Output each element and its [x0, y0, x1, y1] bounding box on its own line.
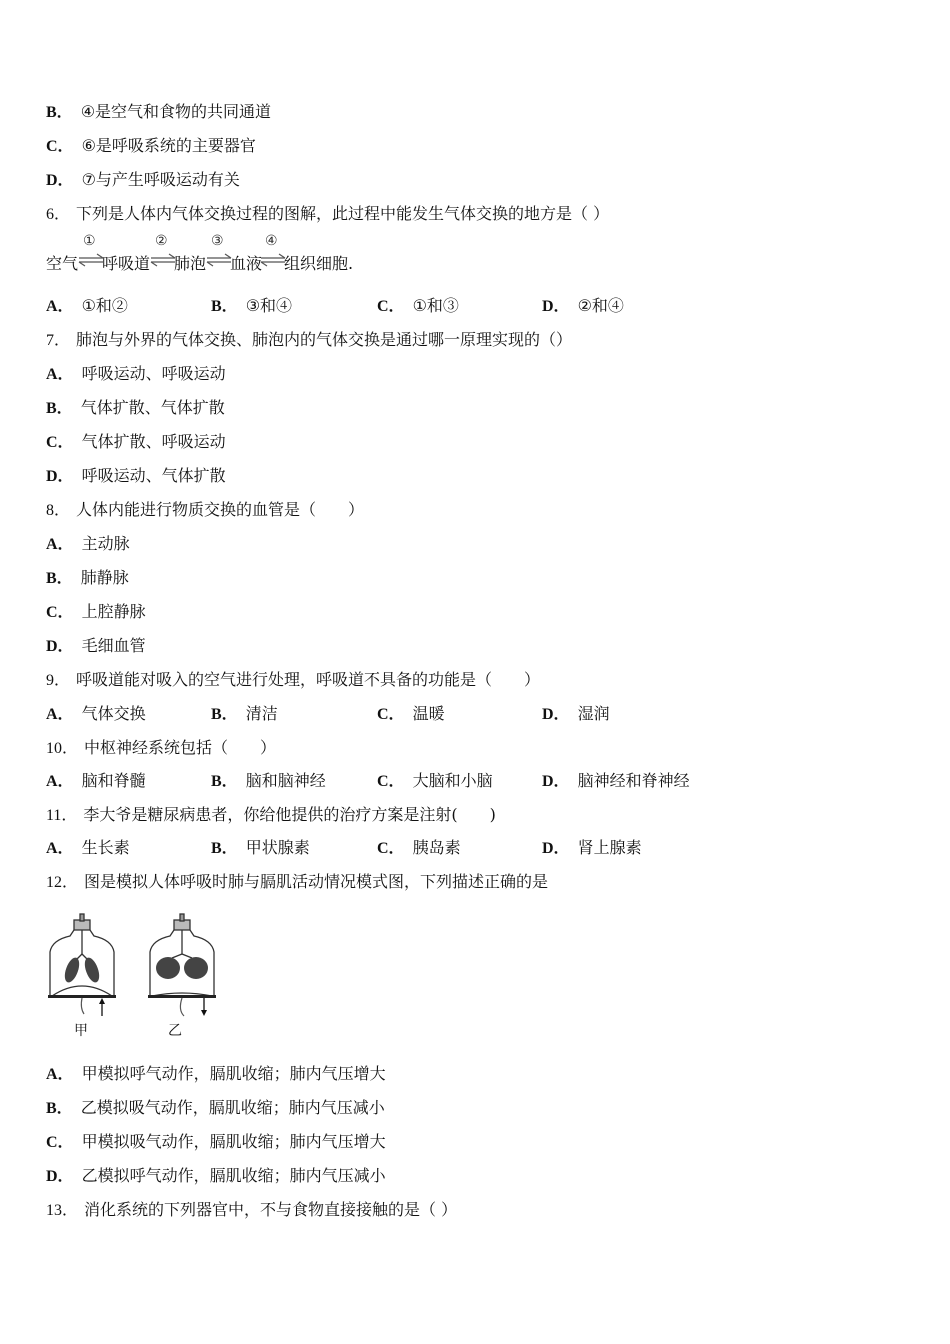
breathing-model-figure [46, 912, 236, 1042]
option-text: 毛细血管 [81, 636, 146, 655]
figure-caption-jia: 甲 [74, 1023, 88, 1039]
option-text: ③和④ [245, 296, 293, 315]
option-label: B． [211, 706, 238, 723]
option-label: A． [46, 1066, 74, 1083]
option-label: D． [542, 706, 570, 723]
q10-option-a[interactable] [46, 771, 146, 792]
q7-option-a[interactable] [46, 364, 226, 385]
flow-arrow-4 [260, 233, 286, 273]
option-text: 上腔静脉 [81, 602, 146, 621]
option-text: 甲模拟吸气动作，膈肌收缩；肺内气压增大 [81, 1132, 386, 1151]
option-label: A． [46, 366, 74, 383]
option-text: 气体交换 [81, 704, 146, 723]
option-label: C． [46, 604, 74, 621]
option-text: 湿润 [577, 704, 610, 723]
option-text: 肺静脉 [80, 568, 129, 587]
q7-option-b[interactable] [46, 398, 225, 419]
q8-option-a[interactable] [46, 534, 130, 555]
option-text: ①和③ [412, 296, 459, 315]
option-text: 呼吸运动、呼吸运动 [81, 364, 226, 383]
double-arrow-icon [206, 253, 232, 267]
option-text: ①和② [81, 296, 128, 315]
flow-arrow-1 [78, 233, 104, 273]
question-number: 9． [46, 672, 71, 689]
flow-node-tissue-cells: 组织细胞. [284, 254, 354, 273]
question-text: 中枢神经系统包括（ ） [84, 738, 277, 757]
option-text: 呼吸运动、气体扩散 [81, 466, 226, 485]
option-text: 胰岛素 [412, 838, 461, 857]
option-text: 肾上腺素 [577, 838, 642, 857]
option-text: 生长素 [81, 838, 130, 857]
question-number: 12． [46, 874, 79, 891]
question-number: 6． [46, 206, 71, 223]
option-label: A． [46, 773, 74, 790]
question-text: 消化系统的下列器官中，不与食物直接接触的是（ ） [84, 1200, 458, 1219]
q6-option-d[interactable] [542, 296, 624, 317]
q12-option-c[interactable] [46, 1132, 386, 1153]
q11-option-b[interactable] [211, 838, 310, 859]
option-label: A． [46, 840, 74, 857]
option-label: B． [46, 570, 73, 587]
q8-option-b[interactable] [46, 568, 129, 589]
option-text: ⑦与产生呼吸运动有关 [81, 170, 240, 189]
option-label: B． [211, 773, 238, 790]
flow-arrow-2 [150, 233, 176, 273]
q9-option-b[interactable] [211, 704, 278, 725]
double-arrow-icon [260, 253, 286, 267]
option-label: B． [46, 1100, 73, 1117]
question-text: 人体内能进行物质交换的血管是（ ） [76, 500, 365, 519]
option-label: D． [542, 840, 570, 857]
option-text: 脑和脊髓 [81, 771, 146, 790]
option-label: B． [46, 104, 73, 121]
option-label: D． [46, 468, 74, 485]
flow-node-alveoli: 肺泡 [174, 254, 207, 273]
option-text: 乙模拟呼气动作，膈肌收缩；肺内气压减小 [81, 1166, 386, 1185]
option-label: C． [46, 434, 74, 451]
option-text: 清洁 [245, 704, 278, 723]
q6-stem [46, 204, 609, 225]
flow-node-air: 空气 [46, 254, 79, 273]
option-label: A． [46, 706, 74, 723]
flow-node-blood: 血液 [230, 254, 263, 273]
option-text: 甲状腺素 [245, 838, 310, 857]
option-label: B． [46, 400, 73, 417]
question-number: 13． [46, 1202, 79, 1219]
option-label: A． [46, 298, 74, 315]
option-text: 气体扩散、气体扩散 [80, 398, 225, 417]
question-number: 7． [46, 332, 71, 349]
option-label: C． [46, 138, 74, 155]
flow-arrow-label: ④ [265, 233, 278, 249]
flow-arrow-label: ③ [211, 233, 224, 249]
q11-option-c[interactable] [377, 838, 461, 859]
q5-option-c [46, 136, 256, 157]
option-label: D． [46, 1168, 74, 1185]
option-label: C． [377, 773, 405, 790]
question-number: 10． [46, 740, 79, 757]
q9-stem [46, 670, 540, 691]
flow-arrow-label: ① [83, 233, 96, 249]
q8-option-d[interactable] [46, 636, 146, 657]
q7-stem [46, 330, 572, 351]
q11-option-d[interactable] [542, 838, 642, 859]
option-text: 乙模拟吸气动作，膈肌收缩；肺内气压减小 [80, 1098, 385, 1117]
question-text: 呼吸道能对吸入的空气进行处理，呼吸道不具备的功能是（ ） [76, 670, 541, 689]
q6-option-a[interactable] [46, 296, 128, 317]
question-text: 李大爷是糖尿病患者，你给他提供的治疗方案是注射( ) [83, 805, 496, 824]
option-label: C． [46, 1134, 74, 1151]
figure-caption-yi: 乙 [168, 1023, 182, 1039]
q11-stem [46, 805, 496, 826]
q10-option-c[interactable] [377, 771, 493, 792]
q7-option-c[interactable] [46, 432, 226, 453]
q6-option-b[interactable] [211, 296, 292, 317]
option-label: B． [211, 298, 238, 315]
option-text: ④是空气和食物的共同通道 [80, 102, 272, 121]
bell-jar-lungs-icon [46, 912, 236, 1022]
option-text: 气体扩散、呼吸运动 [81, 432, 226, 451]
option-text: 主动脉 [81, 534, 130, 553]
q9-option-c[interactable] [377, 704, 445, 725]
q10-option-b[interactable] [211, 771, 326, 792]
question-text: 图是模拟人体呼吸时肺与膈肌活动情况模式图，下列描述正确的是 [84, 872, 549, 891]
option-text: 大脑和小脑 [412, 771, 493, 790]
option-label: C． [377, 840, 405, 857]
option-label: D． [542, 773, 570, 790]
q13-stem [46, 1200, 457, 1221]
option-label: C． [377, 706, 405, 723]
flow-node-airway: 呼吸道 [102, 254, 151, 273]
q9-option-a[interactable] [46, 704, 146, 725]
q12-option-a[interactable] [46, 1064, 386, 1085]
option-text: 甲模拟呼气动作，膈肌收缩；肺内气压增大 [81, 1064, 386, 1083]
question-number: 11． [46, 807, 78, 824]
option-label: C． [377, 298, 405, 315]
option-label: D． [46, 638, 74, 655]
q5-option-b [46, 102, 271, 123]
q9-option-d[interactable] [542, 704, 610, 725]
option-label: D． [46, 172, 74, 189]
q12-stem [46, 872, 548, 893]
q10-stem [46, 738, 276, 759]
flow-arrow-3 [206, 233, 232, 273]
flow-arrow-label: ② [155, 233, 168, 249]
option-label: D． [542, 298, 570, 315]
question-number: 8． [46, 502, 71, 519]
double-arrow-icon [78, 253, 104, 267]
q7-option-d[interactable] [46, 466, 226, 487]
option-text: ②和④ [577, 296, 624, 315]
double-arrow-icon [150, 253, 176, 267]
option-text: ⑥是呼吸系统的主要器官 [81, 136, 256, 155]
option-label: B． [211, 840, 238, 857]
q6-option-c[interactable] [377, 296, 459, 317]
question-text: 下列是人体内气体交换过程的图解，此过程中能发生气体交换的地方是（ ） [76, 204, 610, 223]
option-text: 脑和脑神经 [245, 771, 326, 790]
q12-option-b[interactable] [46, 1098, 385, 1119]
option-label: A． [46, 536, 74, 553]
q8-stem [46, 500, 364, 521]
q8-option-c[interactable] [46, 602, 146, 623]
q12-option-d[interactable] [46, 1166, 386, 1187]
option-text: 脑神经和脊神经 [577, 771, 690, 790]
q10-option-d[interactable] [542, 771, 690, 792]
q11-option-a[interactable] [46, 838, 130, 859]
q5-option-d [46, 170, 240, 191]
question-text: 肺泡与外界的气体交换、肺泡内的气体交换是通过哪一原理实现的（） [76, 330, 573, 349]
option-text: 温暖 [412, 704, 445, 723]
